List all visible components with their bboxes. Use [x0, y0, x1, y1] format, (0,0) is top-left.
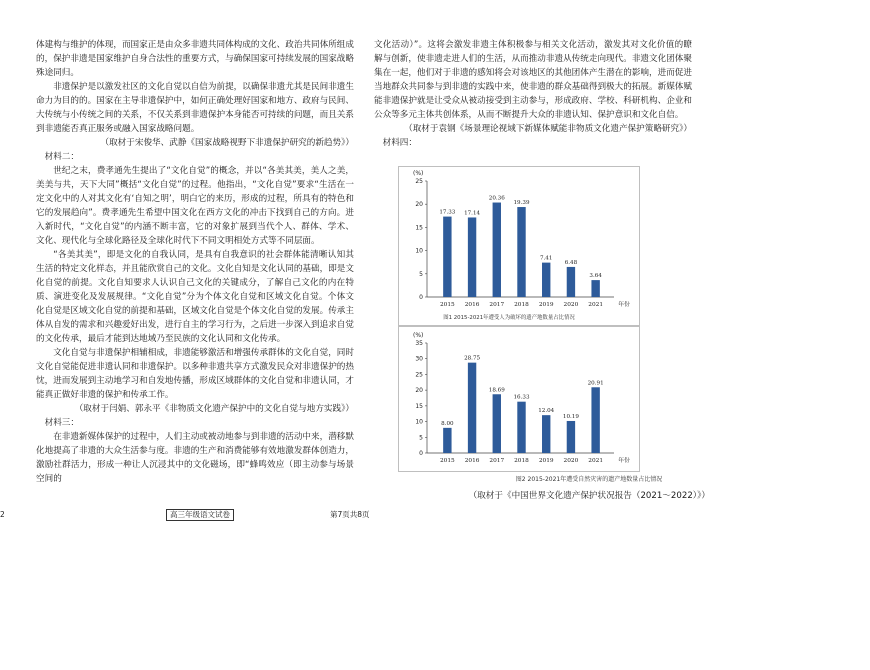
footer-edge-mark: 2: [0, 510, 5, 519]
source-citation: （取材于宋俊华、武静《国家战略视野下非遗保护研究的新趋势》）: [100, 138, 354, 148]
y-axis-unit: (%): [413, 170, 424, 177]
bar: [542, 415, 550, 453]
material-label: 材料三：: [44, 418, 79, 428]
y-tick-label: 5: [419, 434, 423, 442]
data-label: 6.48: [564, 259, 578, 266]
paragraph: 文化活动）”。这将会激发非遗主体积极参与相关文化活动，激发其对文化价值的瞭解与创新，使非遗走进人们的生活，从而推动非遗从传统走向现代。非遗文化团体聚集在一起，他们对于非遗的感知将会对该地区的其他团体产生潜在的影响，进而促进当地群众共同参与到非遗的实践中来，使非遗的群众基础得到极大的拓展。新媒体赋能非遗保护就是让受众从被动接受到主动参与，形成政府、学校、科研机构、企业和公众等多元主体共创体系，从而不断提升大众的非遗认知、保护意识和文化自信。: [374, 40, 692, 120]
y-tick-label: 35: [415, 340, 423, 347]
x-tick-label: 2015: [439, 302, 455, 308]
data-label: 20.36: [488, 195, 505, 202]
data-label: 12.04: [538, 408, 555, 415]
y-tick-label: 20: [415, 387, 423, 395]
source-citation: （取材于《中国世界文化遗产保护状况报告（2021～2022）》）: [468, 491, 710, 501]
x-tick-label: 2017: [489, 302, 505, 308]
bar: [443, 428, 451, 453]
data-label: 17.14: [464, 210, 481, 217]
x-tick-label: 2016: [464, 458, 480, 464]
paragraph: 体建构与维护的体现，而国家正是由众多非遗共同体构成的文化、政治共同体所组成的，保护非遗是国家维护自身合法性的重要方式，与确保国家可持续发展的国家战略殊途同归。: [36, 40, 354, 78]
x-axis-title: 年份: [618, 302, 630, 308]
right-column: [374, 38, 692, 150]
y-tick-label: 15: [415, 224, 423, 232]
data-label: 3.64: [589, 273, 602, 280]
x-tick-label: 2018: [514, 458, 529, 464]
data-label: 20.91: [587, 380, 604, 387]
paragraph: 非遗保护是以激发社区的文化自觉以自信为前提，以确保非遗尤其是民间非遗生命力为目的的。国家在主导非遗保护中，如何正确处理好国家和地方、政府与民间、大传统与小传统之间的关系，不仅关系到非遗保护本身能否可持续的问题，而且关系到非遗能否真正服务或融入国家战略问题。: [36, 82, 354, 134]
y-tick-label: 0: [419, 294, 423, 301]
data-label: 16.33: [513, 394, 530, 401]
data-label: 18.69: [488, 387, 505, 394]
data-label: 8.00: [441, 420, 454, 427]
chart-1: [399, 167, 639, 325]
page-number: 第7页共8页: [330, 510, 370, 519]
paragraph: 在非遗新媒体保护的过程中，人们主动或被动地参与到非遗的活动中来，潜移默化地提高了非遗的大众生活参与度。非遗的生产和消费能够有效地激发群体创造力，激励社群活力，形成一种让人沉浸其中的文化磁场，即“蜂鸣效应（即主动参与场景空间的: [36, 432, 354, 484]
data-label: 19.39: [513, 200, 530, 207]
paragraph: 世纪之末，费孝通先生提出了“文化自觉”的概念，并以“各美其美，美人之美，美美与共，天下大同”概括“文化自觉”的过程。他指出，“文化自觉”要求“生活在一定文化中的人对其文化有‘自知之明’，明白它的来历，形成的过程，所具有的特色和它的发展趋向”。费孝通先生希望中国文化在西方文化的冲击下找到自己的方向。进入新时代，“文化自觉”的内涵不断丰富，它的对象扩展到当代个人、群体、学术、文化、现代化与全球化路径及全球化时代下不同文明相处方式等不同层面。: [36, 166, 354, 246]
y-tick-label: 30: [415, 355, 423, 363]
data-label: 7.41: [539, 255, 553, 262]
y-tick-label: 20: [415, 201, 423, 209]
x-tick-label: 2020: [563, 458, 579, 464]
y-tick-label: 25: [415, 371, 423, 379]
bar: [493, 394, 501, 453]
bar: [517, 402, 525, 453]
chart-2: [399, 327, 639, 471]
data-label: 28.75: [464, 355, 481, 362]
data-label: 17.33: [439, 209, 456, 216]
source-citation: （取材于袁钢《场景理论视域下新媒体赋能非物质文化遗产保护策略研究》）: [404, 124, 692, 134]
bar: [468, 217, 476, 297]
paragraph: 文化自觉与非遗保护相辅相成，非遗能够激活和增强传承群体的文化自觉，同时文化自觉能促进非遗认同和非遗保护。以多种非遗共享方式激发民众对非遗保护的热忱，进而发展到主动地学习和自发地传播，形成区域群体的文化自觉和非遗认同，才能真正做好非遗的保护和传承工作。: [36, 348, 354, 400]
y-tick-label: 0: [419, 450, 423, 457]
bar: [542, 263, 550, 297]
y-tick-label: 25: [415, 178, 423, 185]
y-axis-unit: (%): [413, 332, 424, 339]
x-tick-label: 2018: [514, 302, 529, 308]
bar: [468, 363, 476, 453]
bar: [517, 207, 525, 297]
bar: [567, 267, 575, 297]
material-label: 材料四：: [382, 138, 417, 148]
paragraph: “各美其美”，即是文化的自我认同，是具有自我意识的社会群体能清晰认知其生活的特定文化样态，并且能欣赏自己的文化。文化自知是文化认同的基础，即是文化自觉的前提。文化自知要求人认识自己文化的关键成分，了解自己文化的内在特质、演进变化及发展规律。“文化自觉”分为个体文化自觉和区域文化自觉。个体文化自觉是区域文化自觉的前提和基础，区域文化自觉是个体文化自觉的发展。传承主体从自发的需求和兴趣爱好出发，进行自主的学习行为，之后进一步深入到追求自觉的文化传承，最后才能到达地域乃至民族的文化认同和文化传承。: [36, 250, 354, 344]
bar: [567, 421, 575, 453]
x-tick-label: 2016: [464, 302, 480, 308]
y-tick-label: 10: [415, 247, 423, 255]
left-column: [36, 38, 354, 486]
exam-title-box: 高三年级语文试卷: [166, 509, 234, 521]
data-label: 10.19: [562, 413, 579, 420]
x-tick-label: 2019: [538, 302, 554, 308]
x-axis-title: 年份: [618, 458, 630, 464]
y-tick-label: 10: [415, 418, 423, 426]
x-tick-label: 2021: [588, 458, 604, 464]
y-tick-label: 5: [419, 270, 423, 278]
chart-2-caption: 图2 2015-2021年遭受自然灾害的遗产地数量占比情况: [515, 476, 663, 483]
bar: [493, 203, 501, 297]
x-tick-label: 2021: [588, 302, 604, 308]
chart-1-frame: [398, 166, 640, 326]
y-tick-label: 15: [415, 402, 423, 410]
x-tick-label: 2020: [563, 302, 579, 308]
source-citation: （取材于闫娟、郭永平《非物质文化遗产保护中的文化自觉与地方实践》）: [74, 404, 354, 414]
x-tick-label: 2015: [439, 458, 455, 464]
bar: [591, 387, 599, 453]
x-tick-label: 2019: [538, 458, 554, 464]
bar: [443, 217, 451, 297]
x-tick-label: 2017: [489, 458, 505, 464]
chart-2-frame: [398, 326, 640, 472]
material-label: 材料二：: [44, 152, 79, 162]
chart-caption: 图1 2015-2021年遭受人为破坏的遗产地数量占比情况: [443, 315, 575, 321]
bar: [591, 280, 599, 297]
